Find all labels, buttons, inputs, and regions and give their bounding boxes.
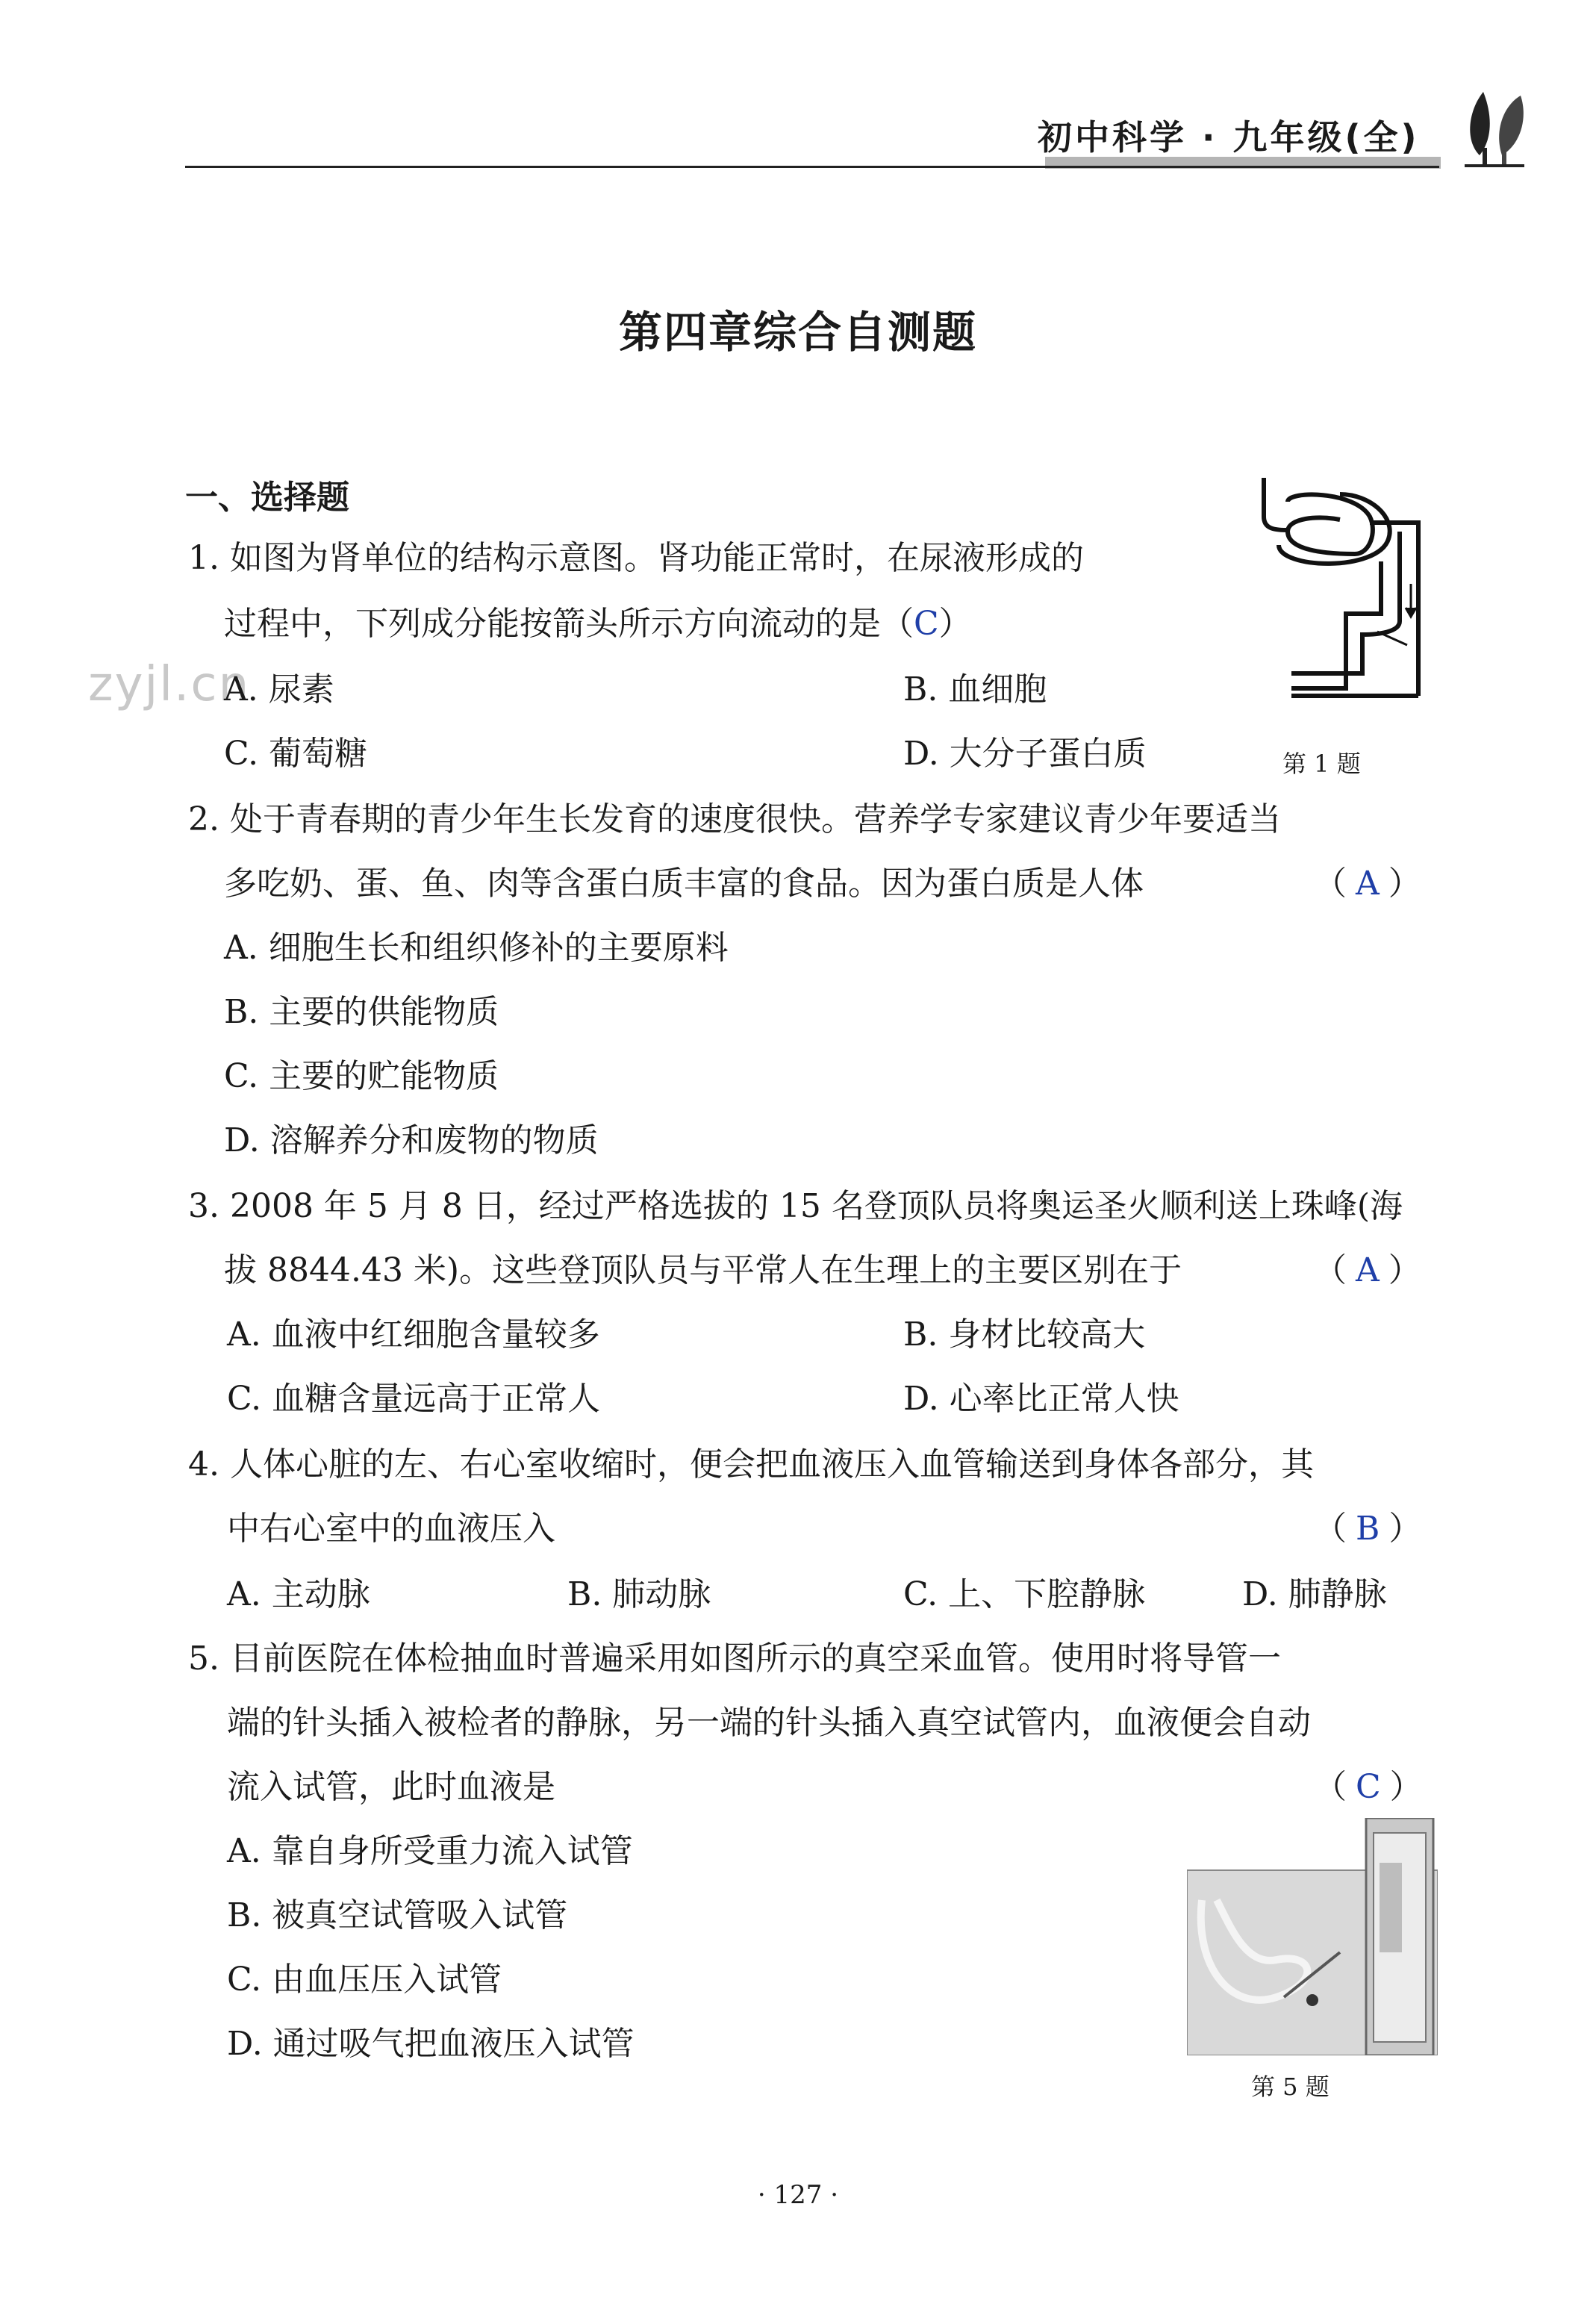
page-number: · 127 · <box>757 2180 839 2210</box>
question-1-option-c: C. 葡萄糖 <box>224 735 368 773</box>
question-3-option-c: C. 血糖含量远高于正常人 <box>227 1380 601 1418</box>
question-4-line-2: 中右心室中的血液压入 <box>227 1510 555 1548</box>
tree-logo-icon <box>1450 81 1539 170</box>
question-4-option-c: C. 上、下腔静脉 <box>903 1575 1146 1613</box>
bracket-close: ） <box>1388 865 1421 903</box>
question-4-answer: B <box>1356 1510 1380 1548</box>
question-2-answer: A <box>1356 865 1380 903</box>
question-1-line-1: 1. 如图为肾单位的结构示意图。肾功能正常时，在尿液形成的 <box>188 539 1084 577</box>
question-3-option-b: B. 身材比较高大 <box>903 1316 1146 1354</box>
question-4-answer-bracket <box>1314 1507 1421 1551</box>
question-4-option-b: B. 肺动脉 <box>567 1575 711 1613</box>
question-5-option-d: D. 通过吸气把血液压入试管 <box>227 2025 635 2063</box>
question-3-line-2: 拔 8844.43 米)。这些登顶队员与平常人在生理上的主要区别在于 <box>224 1251 1182 1289</box>
bracket-open: （ <box>1314 1251 1347 1289</box>
question-5-option-a: A. 靠自身所受重力流入试管 <box>227 1832 633 1870</box>
question-2-line-1: 2. 处于青春期的青少年生长发育的速度很快。营养学专家建议青少年要适当 <box>188 800 1281 838</box>
question-1-option-a: A. 尿素 <box>224 670 334 709</box>
chapter-title: 第四章综合自测题 <box>618 307 977 358</box>
question-1-option-b: B. 血细胞 <box>903 670 1047 709</box>
bracket-close: ） <box>1389 1768 1423 1806</box>
figure-5-caption: 第 5 题 <box>1251 2073 1330 2101</box>
question-2-option-c: C. 主要的贮能物质 <box>224 1057 499 1095</box>
bracket-open: （ <box>1314 865 1347 903</box>
nephron-diagram <box>1258 472 1430 711</box>
vacuum-tube-photo <box>1187 1818 1438 2055</box>
question-3-answer: A <box>1356 1251 1380 1289</box>
question-2-option-a: A. 细胞生长和组织修补的主要原料 <box>224 929 729 967</box>
bracket-close: ） <box>1388 1510 1422 1548</box>
question-4-option-d: D. 肺静脉 <box>1242 1575 1387 1613</box>
question-4-line-1: 4. 人体心脏的左、右心室收缩时，便会把血液压入血管输送到身体各部分，其 <box>188 1445 1314 1483</box>
question-2-option-d: D. 溶解养分和废物的物质 <box>224 1121 599 1159</box>
question-1-close: ） <box>938 605 972 643</box>
header-title: 初中科学 · 九年级(全) <box>1038 117 1420 158</box>
question-5-line-2: 端的针头插入被检者的静脉，另一端的针头插入真空试管内，血液便会自动 <box>227 1704 1311 1742</box>
question-5-line-3: 流入试管，此时血液是 <box>227 1768 555 1806</box>
question-2-line-2: 多吃奶、蛋、鱼、肉等含蛋白质丰富的食品。因为蛋白质是人体 <box>224 865 1144 903</box>
question-5-answer-bracket <box>1314 1765 1423 1810</box>
question-2-answer-bracket <box>1314 862 1421 906</box>
question-5-line-1: 5. 目前医院在体检抽血时普遍采用如图所示的真空采血管。使用时将导管一 <box>188 1640 1281 1678</box>
question-1-stem: 过程中，下列成分能按箭头所示方向流动的是（ <box>224 605 914 643</box>
question-2-option-b: B. 主要的供能物质 <box>224 993 499 1031</box>
question-5-option-c: C. 由血压压入试管 <box>227 1961 502 1999</box>
bracket-open: （ <box>1314 1768 1347 1806</box>
question-1-answer: C <box>914 605 939 643</box>
bracket-close: ） <box>1388 1251 1421 1289</box>
watermark: zyjl.cn <box>88 657 251 712</box>
header-rule <box>185 166 1439 168</box>
question-4-option-a: A. 主动脉 <box>227 1575 370 1613</box>
question-5-answer: C <box>1356 1768 1381 1806</box>
question-3-answer-bracket <box>1314 1248 1421 1293</box>
question-1-option-d: D. 大分子蛋白质 <box>903 735 1147 773</box>
question-3-option-a: A. 血液中红细胞含量较多 <box>227 1316 600 1354</box>
question-3-option-d: D. 心率比正常人快 <box>903 1380 1179 1418</box>
figure-1-caption: 第 1 题 <box>1282 750 1361 778</box>
question-1-line-2 <box>224 602 972 647</box>
bracket-open: （ <box>1314 1510 1347 1548</box>
section-title: 一、选择题 <box>185 479 349 517</box>
question-3-line-1: 3. 2008 年 5 月 8 日，经过严格选拔的 15 名登顶队员将奥运圣火顺利送上珠峰(海 <box>188 1187 1403 1225</box>
question-5-option-b: B. 被真空试管吸入试管 <box>227 1896 568 1934</box>
